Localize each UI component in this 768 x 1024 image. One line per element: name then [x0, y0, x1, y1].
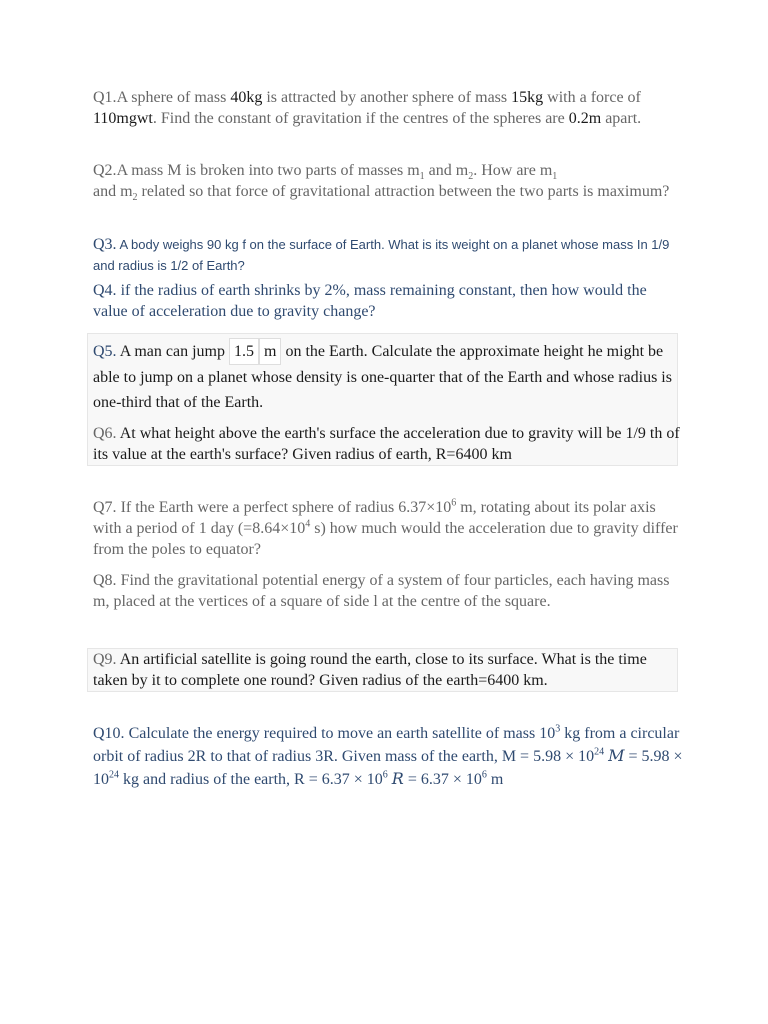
q10-number: Q10. [93, 725, 125, 742]
subscript: 1 [419, 171, 425, 183]
q6-number: Q6. [93, 425, 117, 442]
question-10 [93, 723, 683, 791]
question-7 [93, 497, 683, 560]
q5-text: on the Earth. Calculate the approximate height he might be able to jump on a planet whose density is one-quarter that of the Earth and whose radius is one-third that of the Earth. [93, 343, 672, 411]
q2-text: and m [93, 183, 133, 200]
superscript: 6 [451, 497, 457, 509]
q5-number: Q5. [93, 343, 117, 360]
q2-text: related so that force of gravitational attraction between the two parts is maximum? [137, 183, 670, 200]
q7-text: m, rotating about its polar axis with a period of 1 day (=8.64×10 [93, 499, 656, 537]
q5-unit-cell: m [259, 338, 281, 365]
q8-number: Q8. [93, 572, 117, 589]
superscript: 6 [481, 769, 487, 781]
q1-text: . Find the constant of gravitation if the centres of the spheres are [152, 110, 569, 127]
superscript: 24 [109, 769, 119, 781]
q4-number: Q4. [93, 282, 117, 299]
q10-text: kg from a circular orbit of radius 2R to that of radius 3R. Given mass of the earth, M = 5.98 × 10 [93, 725, 680, 765]
q1-distance: 0.2m [568, 110, 602, 127]
question-3 [93, 234, 683, 276]
q9-text: An artificial satellite is going round the earth, close to its surface. What is the time taken by it to complete one round? Given radius of the earth=6400 km. [93, 651, 647, 689]
q1-text: A sphere of mass [116, 89, 231, 106]
question-6 [93, 423, 683, 465]
q2-text: and m [424, 162, 469, 179]
q10-text: = 6.37 × 10 [403, 771, 482, 788]
q10-text: kg and radius of the earth, R = 6.37 × 10 [119, 771, 383, 788]
question-9 [93, 649, 683, 691]
q3-text: A body weighs 90 kg f on the surface of Earth. What is its weight on a planet whose mass In 1/9 and radius is 1/2 of Earth? [93, 237, 670, 273]
q1-number: Q1. [93, 89, 117, 106]
subscript: 1 [552, 171, 558, 183]
q1-text: with a force of [543, 89, 641, 106]
q9-number: Q9. [93, 651, 117, 668]
q3-number: Q3. [93, 236, 117, 253]
q6-text: At what height above the earth's surface the acceleration due to gravity will be 1/9 th of its value at the earth's surface? Given radius of earth, R=6400 km [93, 425, 680, 463]
question-5 [93, 338, 673, 415]
q10-mass-symbol: M [608, 746, 625, 765]
superscript: 6 [382, 769, 388, 781]
question-8 [93, 570, 683, 612]
superscript: 24 [594, 746, 605, 758]
question-2 [93, 160, 683, 202]
subscript: 2 [468, 171, 474, 183]
question-1 [93, 87, 683, 129]
q2-number: Q2. [93, 162, 117, 179]
question-4 [93, 280, 683, 322]
q7-text: s) how much would the acceleration due to gravity differ from the poles to equator? [93, 520, 678, 558]
q2-text: . How are m [473, 162, 553, 179]
superscript: 3 [555, 723, 561, 735]
q7-number: Q7. [93, 499, 117, 516]
q1-mass-2: 15kg [511, 89, 544, 106]
q4-text: if the radius of earth shrinks by 2%, mass remaining constant, then how would the value of acceleration due to gravity change? [93, 282, 647, 320]
superscript: 4 [305, 518, 311, 530]
q10-text: = 5.98 × 10 [93, 748, 683, 788]
q10-radius-symbol: R [391, 769, 404, 788]
q1-text: apart. [601, 110, 642, 127]
q10-text: Calculate the energy required to move an earth satellite of mass 10 [124, 725, 556, 742]
q7-text: If the Earth were a perfect sphere of radius 6.37×10 [120, 499, 452, 516]
q5-value-cell: 1.5 [229, 338, 259, 365]
q1-text: is attracted by another sphere of mass [262, 89, 512, 106]
q2-text: A mass M is broken into two parts of masses m [116, 162, 420, 179]
subscript: 2 [132, 192, 138, 204]
q10-text: m [486, 771, 504, 788]
q8-text: Find the gravitational potential energy of a system of four particles, each having mass m, placed at the vertices of a square of side l at the centre of the square. [93, 572, 670, 610]
q1-force: 110mgwt [93, 110, 153, 127]
q1-mass-1: 40kg [230, 89, 263, 106]
q5-text: A man can jump [119, 343, 225, 360]
